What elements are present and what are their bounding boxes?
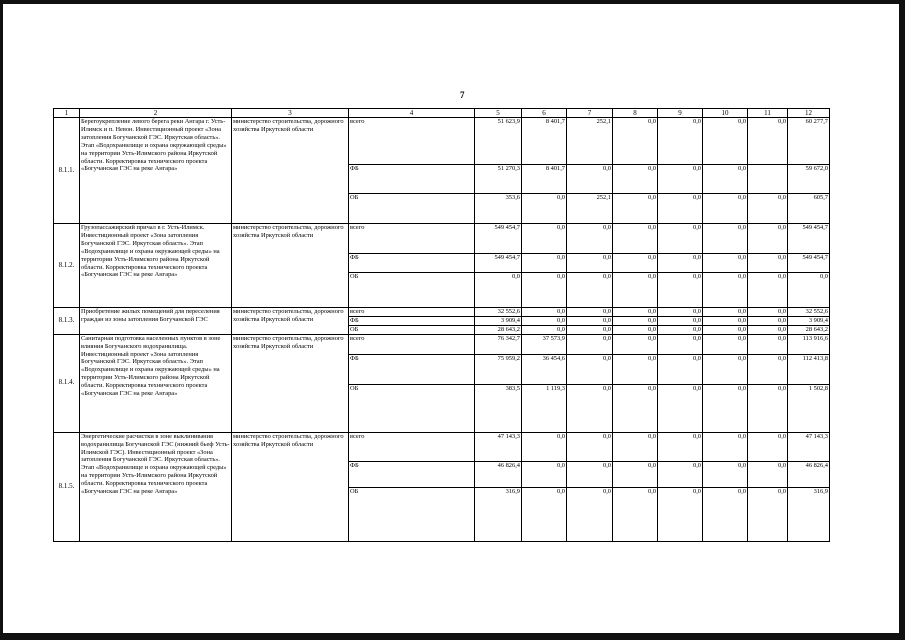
header-cell: 1	[54, 109, 80, 118]
amount-cell-12: 113 916,6	[788, 334, 830, 354]
amount-cell-11	[748, 165, 788, 194]
amount-cell-5: 549 454,7	[475, 254, 522, 273]
amount-cell-5: 0,0	[475, 273, 522, 308]
header-cell: 6	[522, 109, 567, 118]
amount-cell-10: 0,0	[703, 224, 748, 254]
amount-cell-5: 32 552,6	[475, 308, 522, 317]
amount-cell-9: 0,0	[658, 254, 703, 273]
amount-cell-11: 0,0	[748, 224, 788, 254]
amount-cell-7: 0,0	[567, 273, 613, 308]
amount-cell-6: 0,0	[522, 308, 567, 317]
amount-cell-6: 37 573,9	[522, 334, 567, 354]
amount-cell-8: 0,0	[613, 254, 658, 273]
amount-cell-11: 0,0	[748, 334, 788, 354]
header-cell: 4	[349, 109, 475, 118]
amount-cell-11: 0,0	[748, 308, 788, 317]
item-name: Берегоукрепление левого берега реки Ангара г. Усть-Илимск и п. Невон. Инвестиционный проект «Зона затопления Богучанской ГЭС. Иркутская область». Этап «Водохранилище и охрана окружающей среды» на территории Усть-Илимского района Иркутской области. Корректировка технического проекта «Богучанская ГЭС на реке Ангара»	[80, 118, 232, 224]
amount-cell-5: 316,9	[475, 487, 522, 541]
scan-border-right	[899, 0, 905, 640]
amount-cell-7: 0,0	[567, 334, 613, 354]
amount-cell-9: 0,0	[658, 432, 703, 461]
item-executor: министерство строительства, дорожного хозяйства Иркутской области	[232, 334, 349, 432]
amount-cell-7: 0,0	[567, 254, 613, 273]
amount-cell-8: 0,0	[613, 325, 658, 334]
amount-cell-5: 76 342,7	[475, 334, 522, 354]
amount-cell-10: 0,0	[703, 432, 748, 461]
funding-source: ОБ	[349, 487, 475, 541]
amount-cell-8: 0,0	[613, 354, 658, 384]
amount-cell-12: 28 643,2	[788, 325, 830, 334]
amount-cell-12: 3 909,4	[788, 316, 830, 325]
amount-cell-11: 0,0	[748, 487, 788, 541]
amount-cell-11: 0,0	[748, 254, 788, 273]
amount-cell-6: 8 401,7	[522, 118, 567, 165]
amount-cell-10: 0,0	[703, 118, 748, 165]
amount-cell-7: 0,0	[567, 224, 613, 254]
amount-cell-5: 3 909,4	[475, 316, 522, 325]
amount-cell-7: 0,0	[567, 165, 613, 194]
amount-cell-6: 0,0	[522, 316, 567, 325]
amount-cell-12: 549 454,7	[788, 254, 830, 273]
item-name: Энергетические расчистки в зоне выклинивания водохранилища Богучанской ГЭС (нижний бьеф Усть-Илимской ГЭС). Инвестиционный проект «Зона затопления Богучанской ГЭС. Иркутская область». Этап «Водохранилище и охрана окружающей среды» на территории Усть-Илимского района Иркутской области. Корректировка технического проекта «Богучанская ГЭС на реке Ангара»	[80, 432, 232, 541]
item-name: Грузопассажирский причал в г. Усть-Илимск. Инвестиционный проект «Зона затопления Богучанской ГЭС. Иркутская область». Этап «Водохранилище и охрана окружающей среды» на территории Усть-Илимского района Иркутской области. Корректировка технического проекта «Богучанская ГЭС на реке Ангара»	[80, 224, 232, 308]
scan-border-left	[0, 0, 3, 640]
amount-cell-12: 32 552,6	[788, 308, 830, 317]
amount-cell-5: 75 959,2	[475, 354, 522, 384]
amount-cell-10: 0,0	[703, 254, 748, 273]
funding-source: ФБ	[349, 165, 475, 194]
amount-cell-9: 0,0	[658, 354, 703, 384]
amount-cell-10: 0,0	[703, 384, 748, 432]
page-number: 7	[460, 90, 465, 100]
amount-cell-11: 0,0	[748, 194, 788, 224]
header-row	[54, 109, 830, 118]
amount-cell-10: 0,0	[703, 308, 748, 317]
amount-cell-12: 605,7	[788, 194, 830, 224]
amount-cell-8: 0,0	[613, 273, 658, 308]
amount-cell-9: 0,0	[658, 308, 703, 317]
table-row	[54, 224, 830, 254]
amount-cell-10: 0,0	[703, 194, 748, 224]
amount-cell-5: 47 143,3	[475, 432, 522, 461]
amount-cell-12: 316,9	[788, 487, 830, 541]
amount-cell-8: 0,0	[613, 118, 658, 165]
amount-cell-7: 252,1	[567, 194, 613, 224]
amount-cell-7: 0,0	[567, 432, 613, 461]
amount-cell-10: 0,0	[703, 316, 748, 325]
header-cell: 2	[80, 109, 232, 118]
amount-cell-11: 0,0	[748, 316, 788, 325]
funding-source: всего	[349, 118, 475, 165]
amount-cell-11: 0,0	[748, 118, 788, 165]
amount-cell-5: 353,6	[475, 194, 522, 224]
amount-cell-10: 0,0	[703, 487, 748, 541]
amount-cell-6: 0,0	[522, 254, 567, 273]
amount-cell-6: 0,0	[522, 325, 567, 334]
header-cell: 7	[567, 109, 613, 118]
amount-cell-12: 47 143,3	[788, 432, 830, 461]
amount-cell-7: 0,0	[567, 384, 613, 432]
funding-source: ФБ	[349, 354, 475, 384]
amount-cell-6: 0,0	[522, 224, 567, 254]
amount-cell-8: 0,0	[613, 224, 658, 254]
amount-cell-10: 0,0	[703, 461, 748, 487]
amount-cell-9: 0,0	[658, 334, 703, 354]
amount-cell-8: 0,0	[613, 165, 658, 194]
amount-cell-6: 0,0	[522, 487, 567, 541]
amount-cell-5: 383,5	[475, 384, 522, 432]
funding-source: ОБ	[349, 273, 475, 308]
funding-source: всего	[349, 308, 475, 317]
amount-cell-7: 0,0	[567, 308, 613, 317]
header-cell: 10	[703, 109, 748, 118]
amount-cell-7: 0,0	[567, 325, 613, 334]
funding-source: всего	[349, 224, 475, 254]
amount-cell-5: 51 270,3	[475, 165, 522, 194]
item-code: 8.1.4.	[54, 334, 80, 432]
amount-cell-8: 0,0	[613, 461, 658, 487]
header-cell: 3	[232, 109, 349, 118]
table-row	[54, 432, 830, 461]
amount-cell-6: 0,0	[522, 432, 567, 461]
amount-cell-11: 0,0	[748, 432, 788, 461]
amount-cell-9: 0,0	[658, 165, 703, 194]
funding-source: ОБ	[349, 325, 475, 334]
amount-cell-9: 0,0	[658, 224, 703, 254]
funding-source: ФБ	[349, 254, 475, 273]
table-row	[54, 118, 830, 165]
header-cell: 9	[658, 109, 703, 118]
amount-cell-12: 549 454,7	[788, 224, 830, 254]
item-code: 8.1.3.	[54, 308, 80, 335]
amount-cell-9: 0,0	[658, 461, 703, 487]
funding-source: ОБ	[349, 384, 475, 432]
amount-cell-8: 0,0	[613, 334, 658, 354]
amount-cell-8: 0,0	[613, 432, 658, 461]
amount-cell-10: 0,0	[703, 273, 748, 308]
amount-cell-9: 0,0	[658, 194, 703, 224]
amount-cell-12: 112 413,8	[788, 354, 830, 384]
amount-cell-12: 59 672,0	[788, 165, 830, 194]
funding-source: ОБ	[349, 194, 475, 224]
header-cell: 11	[748, 109, 788, 118]
item-executor: министерство строительства, дорожного хозяйства Иркутской области	[232, 432, 349, 541]
item-code: 8.1.5.	[54, 432, 80, 541]
amount-cell-7: 0,0	[567, 354, 613, 384]
amount-cell-11: 0,0	[748, 461, 788, 487]
item-executor: министерство строительства, дорожного хозяйства Иркутской области	[232, 118, 349, 224]
amount-cell-9: 0,0	[658, 273, 703, 308]
amount-cell-11: 0,0	[748, 384, 788, 432]
amount-cell-10: 0,0	[703, 334, 748, 354]
amount-cell-6: 0,0	[522, 461, 567, 487]
amount-cell-7: 0,0	[567, 487, 613, 541]
item-name: Приобретение жилых помещений для переселения граждан из зоны затопления Богучанской ГЭС	[80, 308, 232, 335]
amount-cell-8: 0,0	[613, 308, 658, 317]
table-row	[54, 308, 830, 317]
amount-cell-5: 51 623,9	[475, 118, 522, 165]
amount-cell-11: 0,0	[748, 273, 788, 308]
item-name: Санитарная подготовка населенных пунктов в зоне влияния Богучанского водохранилища. Инвестиционный проект «Зона затопления Богучанской ГЭС. Иркутская область». Этап «Водохранилище и охрана окружающей среды» на территории Усть-Илимского района Иркутской области. Корректировка технического проекта «Богучанская ГЭС на реке Ангара»	[80, 334, 232, 432]
amount-cell-10: 0,0	[703, 354, 748, 384]
amount-cell-6: 36 454,6	[522, 354, 567, 384]
amount-cell-6: 0,0	[522, 194, 567, 224]
amount-cell-9: 0,0	[658, 316, 703, 325]
amount-cell-5: 46 826,4	[475, 461, 522, 487]
amount-cell-10: 0,0	[703, 165, 748, 194]
amount-cell-5: 28 643,2	[475, 325, 522, 334]
amount-cell-12: 1 502,8	[788, 384, 830, 432]
amount-cell-9: 0,0	[658, 118, 703, 165]
item-executor: министерство строительства, дорожного хозяйства Иркутской области	[232, 224, 349, 308]
amount-cell-9: 0,0	[658, 487, 703, 541]
amount-cell-6: 8 401,7	[522, 165, 567, 194]
amount-cell-8: 0,0	[613, 487, 658, 541]
table-row	[54, 334, 830, 354]
funding-source: всего	[349, 334, 475, 354]
amount-cell-12: 60 277,7	[788, 118, 830, 165]
amount-cell-8: 0,0	[613, 194, 658, 224]
amount-cell-8: 0,0	[613, 316, 658, 325]
amount-cell-9: 0,0	[658, 384, 703, 432]
amount-cell-7: 252,1	[567, 118, 613, 165]
header-cell: 8	[613, 109, 658, 118]
amount-cell-8: 0,0	[613, 384, 658, 432]
amount-cell-5: 549 454,7	[475, 224, 522, 254]
amount-cell-9: 0,0	[658, 325, 703, 334]
amount-cell-7: 0,0	[567, 316, 613, 325]
amount-cell-12: 46 826,4	[788, 461, 830, 487]
amount-cell-7: 0,0	[567, 461, 613, 487]
amount-cell-11: 0,0	[748, 354, 788, 384]
scan-border-bottom	[0, 633, 905, 640]
funding-source: ФБ	[349, 316, 475, 325]
funding-source: ФБ	[349, 461, 475, 487]
scan-border-top	[0, 0, 905, 4]
funding-source: всего	[349, 432, 475, 461]
amount-cell-6: 0,0	[522, 273, 567, 308]
item-code: 8.1.2.	[54, 224, 80, 308]
amount-cell-11: 0,0	[748, 325, 788, 334]
amount-cell-12: 0,0	[788, 273, 830, 308]
item-executor: министерство строительства, дорожного хозяйства Иркутской области	[232, 308, 349, 335]
amount-cell-10: 0,0	[703, 325, 748, 334]
program-table	[53, 108, 830, 542]
amount-cell-6: 1 119,3	[522, 384, 567, 432]
header-cell: 5	[475, 109, 522, 118]
header-cell: 12	[788, 109, 830, 118]
item-code: 8.1.1.	[54, 118, 80, 224]
